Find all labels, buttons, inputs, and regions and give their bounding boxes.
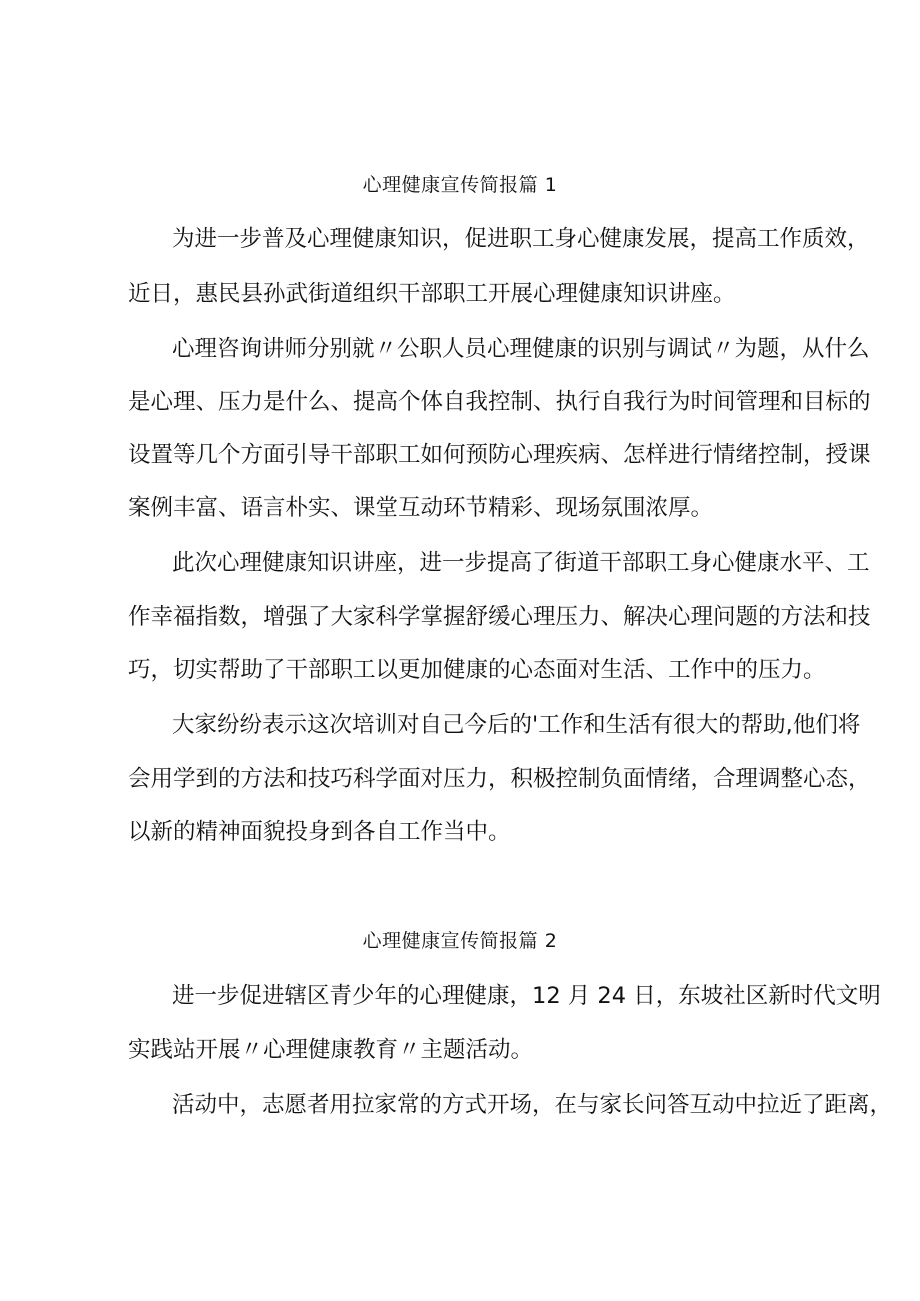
paragraph-line: 会用学到的方法和技巧科学面对压力，积极控制负面情绪，合理调整心态， [128,766,871,792]
paragraph-line: 以新的精神面貌投身到各自工作当中。 [128,819,511,845]
paragraph-line: 作幸福指数，增强了大家科学掌握舒缓心理压力、解决心理问题的方法和技 [128,604,871,630]
paragraph-line: 活动中，志愿者用拉家常的方式开场，在与家长问答互动中拉近了距离， [172,1092,893,1118]
paragraph-line: 实践站开展〃心理健康教育〃主题活动。 [128,1037,534,1063]
paragraph-line: 心理咨询讲师分别就〃公职人员心理健康的识别与调试〃为题，从什么 [172,336,870,362]
section-1-title: 心理健康宣传简报篇 1 [362,174,558,196]
paragraph-line: 设置等几个方面引导干部职工如何预防心理疾病、怎样进行情绪控制，授课 [128,442,871,468]
paragraph-line: 进一步促进辖区青少年的心理健康，12 月 24 日，东坡社区新时代文明 [172,983,881,1009]
paragraph-line: 巧，切实帮助了干部职工以更加健康的心态面对生活、工作中的压力。 [128,657,826,683]
paragraph-line: 是心理、压力是什么、提高个体自我控制、执行自我行为时间管理和目标的 [128,389,871,415]
paragraph-line: 大家纷纷表示这次培训对自己今后的'工作和生活有很大的帮助,他们将 [172,712,861,738]
paragraph-line: 为进一步普及心理健康知识，促进职工身心健康发展，提高工作质效， [172,226,870,252]
paragraph-line: 近日，惠民县孙武街道组织干部职工开展心理健康知识讲座。 [128,281,736,307]
paragraph-line: 此次心理健康知识讲座，进一步提高了街道干部职工身心健康水平、工 [172,550,870,576]
section-2-title: 心理健康宣传简报篇 2 [362,930,558,952]
paragraph-line: 案例丰富、语言朴实、课堂互动环节精彩、现场氛围浓厚。 [128,495,714,521]
